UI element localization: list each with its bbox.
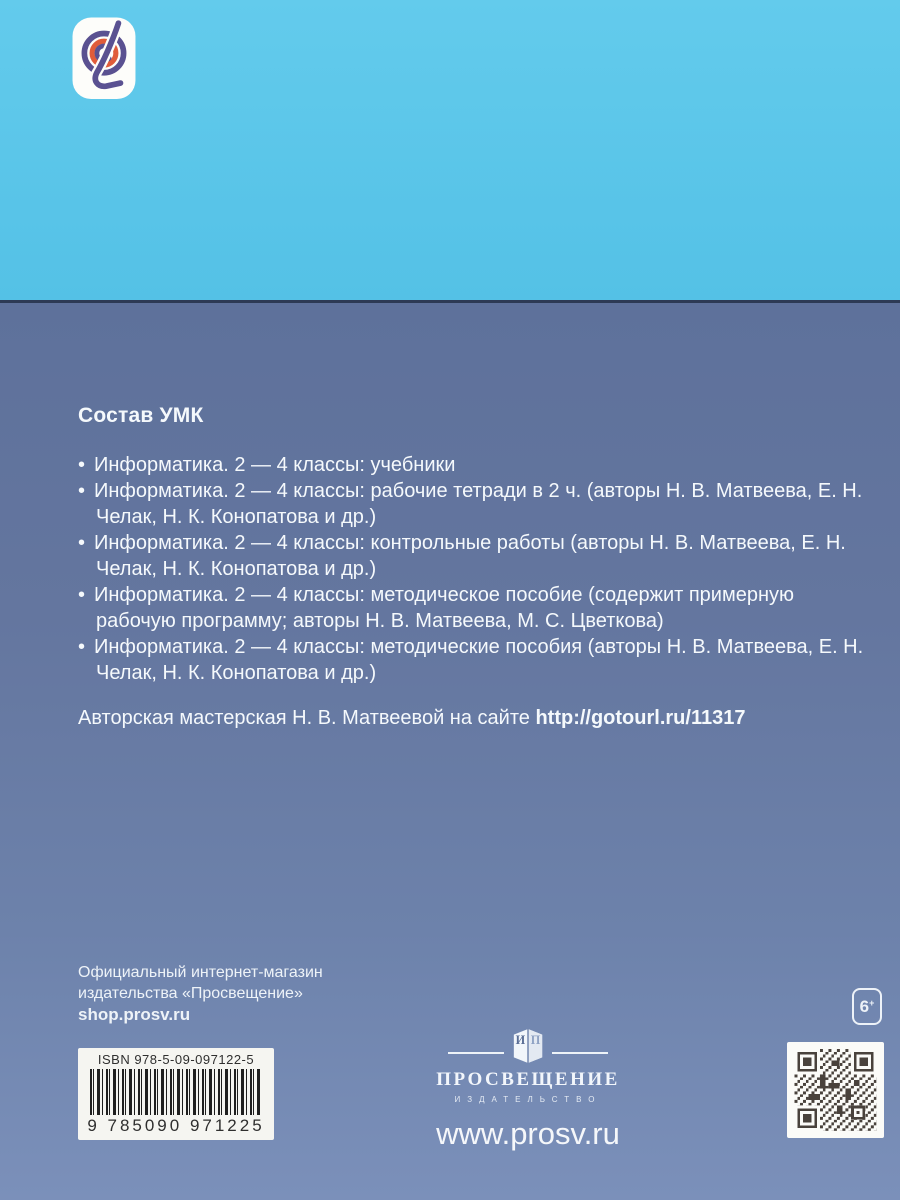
- age-rating-plus: +: [869, 998, 875, 1008]
- author-workshop-text: Авторская мастерская Н. В. Матвеевой на сайте: [78, 707, 536, 729]
- age-rating-number: 6: [859, 996, 870, 1016]
- svg-text:И: И: [515, 1033, 526, 1048]
- isbn-barcode: [78, 1048, 274, 1140]
- author-workshop-url: http://gotourl.ru/11317: [535, 707, 746, 729]
- shop-url: shop.prosv.ru: [78, 1005, 191, 1024]
- umk-series-logo-icon: [72, 17, 136, 99]
- barcode-digits: 9 785090 971225: [87, 1116, 265, 1135]
- shop-line-1: Официальный интернет-магазин: [78, 964, 323, 981]
- umk-list-item: • Информатика. 2 — 4 классы: контрольные работы (авторы Н. В. Матвеева, Е. Н. Челак, Н. К. Конопатова и др.): [78, 530, 870, 582]
- shop-line-2: издательства «Просвещение»: [78, 985, 303, 1002]
- isbn-number: ISBN 978-5-09-097122-5: [97, 1052, 255, 1067]
- author-workshop-line: [78, 705, 870, 731]
- publisher-website: www.prosv.ru: [436, 1116, 620, 1151]
- umk-list-item: • Информатика. 2 — 4 классы: методическое пособие (содержит примерную рабочую программу; авторы Н. В. Матвеева, М. С. Цветкова): [78, 582, 870, 634]
- publisher-name: ПРОСВЕЩЕНИЕ: [436, 1069, 620, 1090]
- publisher-rule-right: [552, 1052, 608, 1054]
- publisher-rule-left: [448, 1052, 504, 1054]
- publisher-logo-top: [405, 1028, 651, 1064]
- umk-heading: Состав УМК: [78, 404, 204, 427]
- umk-list-item: • Информатика. 2 — 4 классы: учебники: [78, 452, 870, 478]
- barcode-bars: [90, 1069, 262, 1115]
- publisher-subtitle: ИЗДАТЕЛЬСТВО: [454, 1095, 602, 1104]
- umk-list-item: • Информатика. 2 — 4 классы: методические пособия (авторы Н. В. Матвеева, Е. Н. Челак, Н. К. Конопатова и др.): [78, 634, 870, 686]
- publisher-logo-block: [405, 1028, 651, 1152]
- umk-list-item: • Информатика. 2 — 4 классы: рабочие тетради в 2 ч. (авторы Н. В. Матвеева, Е. Н. Челак, Н. К. Конопатова и др.): [78, 478, 870, 530]
- umk-list: [78, 452, 870, 686]
- qr-code: [787, 1042, 884, 1138]
- umk-composition-block: [78, 404, 870, 731]
- svg-text:П: П: [530, 1033, 541, 1048]
- open-book-icon: [511, 1028, 545, 1064]
- shop-info-block: [78, 962, 323, 1025]
- age-rating-badge: [852, 988, 882, 1025]
